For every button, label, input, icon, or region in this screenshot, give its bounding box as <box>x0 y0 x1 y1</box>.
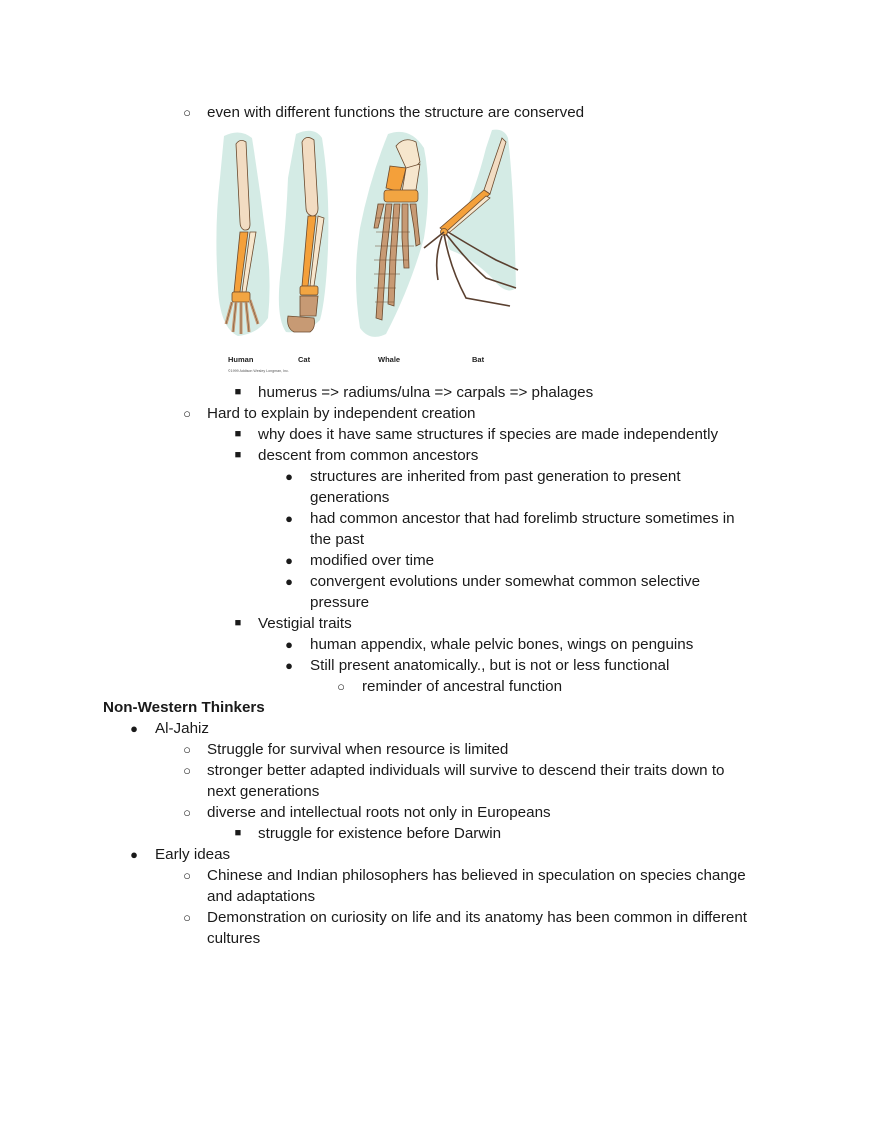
bullet-dot: ● <box>285 469 293 484</box>
homologous-forelimb-figure <box>210 128 522 376</box>
text-descent: descent from common ancestors <box>258 447 479 464</box>
text-diverse-roots: diverse and intellectual roots not only in Europeans <box>207 804 551 821</box>
bullet-dot: ● <box>285 658 293 673</box>
bullet-square: ■ <box>234 827 242 839</box>
human-carpals <box>232 292 250 302</box>
text-appendix: human appendix, whale pelvic bones, wings on penguins <box>310 636 694 653</box>
cat-carpals <box>300 286 318 295</box>
text-demonstration-cont: cultures <box>207 930 261 947</box>
bullet-square: ■ <box>234 617 242 629</box>
section-heading: Non-Western Thinkers <box>103 699 265 716</box>
text-chinese-indian-cont: and adaptations <box>207 888 316 905</box>
bullet-dot: ● <box>285 553 293 568</box>
text-modified: modified over time <box>310 552 435 569</box>
bullet-square: ■ <box>234 449 242 461</box>
text-convergent: convergent evolutions under somewhat common selective <box>310 573 701 590</box>
bullet-hollow: ○ <box>183 805 191 820</box>
text-inherited-cont: generations <box>310 489 390 506</box>
bullet-hollow: ○ <box>183 105 191 120</box>
text-common-ancestor: had common ancestor that had forelimb structure sometimes in <box>310 510 735 527</box>
text-reminder: reminder of ancestral function <box>362 678 563 695</box>
cat-metacarpals <box>300 296 318 316</box>
bullet-hollow: ○ <box>183 868 191 883</box>
text-structure-conserved: even with different functions the structure are conserved <box>207 104 585 121</box>
text-chinese-indian: Chinese and Indian philosophers has believed in speculation on species change <box>207 867 746 884</box>
bullet-square: ■ <box>234 386 242 398</box>
bullet-hollow: ○ <box>183 910 191 925</box>
text-stronger: stronger better adapted individuals will survive to descend their traits down to <box>207 762 725 779</box>
label-whale: Whale <box>378 355 401 364</box>
text-al-jahiz: Al-Jahiz <box>155 720 210 737</box>
figure-credit: ©1999 Addison Wesley Longman, Inc. <box>228 369 289 373</box>
text-same-structures: why does it have same structures if species are made independently <box>258 426 719 443</box>
text-independent-creation: Hard to explain by independent creation <box>207 405 476 422</box>
bullet-hollow: ○ <box>183 742 191 757</box>
text-common-ancestor-cont: the past <box>310 531 365 548</box>
bullet-hollow: ○ <box>183 406 191 421</box>
bullet-dot: ● <box>285 511 293 526</box>
text-stronger-cont: next generations <box>207 783 320 800</box>
text-inherited: structures are inherited from past generation to present <box>310 468 681 485</box>
bullet-dot: ● <box>285 637 293 652</box>
bullet-hollow: ○ <box>183 763 191 778</box>
text-still-present: Still present anatomically., but is not or less functional <box>310 657 670 674</box>
text-convergent-cont: pressure <box>310 594 370 611</box>
bullet-hollow: ○ <box>337 679 345 694</box>
label-bat: Bat <box>472 355 485 364</box>
cat-phalanges <box>288 316 315 332</box>
text-vestigial: Vestigial traits <box>258 615 352 632</box>
text-bone-sequence: humerus => radiums/ulna => carpals => phalages <box>258 384 594 401</box>
bullet-dot: ● <box>130 721 138 736</box>
label-cat: Cat <box>298 355 311 364</box>
label-human: Human <box>228 355 254 364</box>
text-struggle: Struggle for survival when resource is limited <box>207 741 509 758</box>
bat-wing-silhouette <box>448 130 516 291</box>
text-before-darwin: struggle for existence before Darwin <box>258 825 502 842</box>
bullet-dot: ● <box>285 574 293 589</box>
bullet-dot: ● <box>130 847 138 862</box>
bullet-square: ■ <box>234 428 242 440</box>
text-early-ideas: Early ideas <box>155 846 231 863</box>
text-demonstration: Demonstration on curiosity on life and its anatomy has been common in different <box>207 909 748 926</box>
whale-carpals <box>384 190 418 202</box>
